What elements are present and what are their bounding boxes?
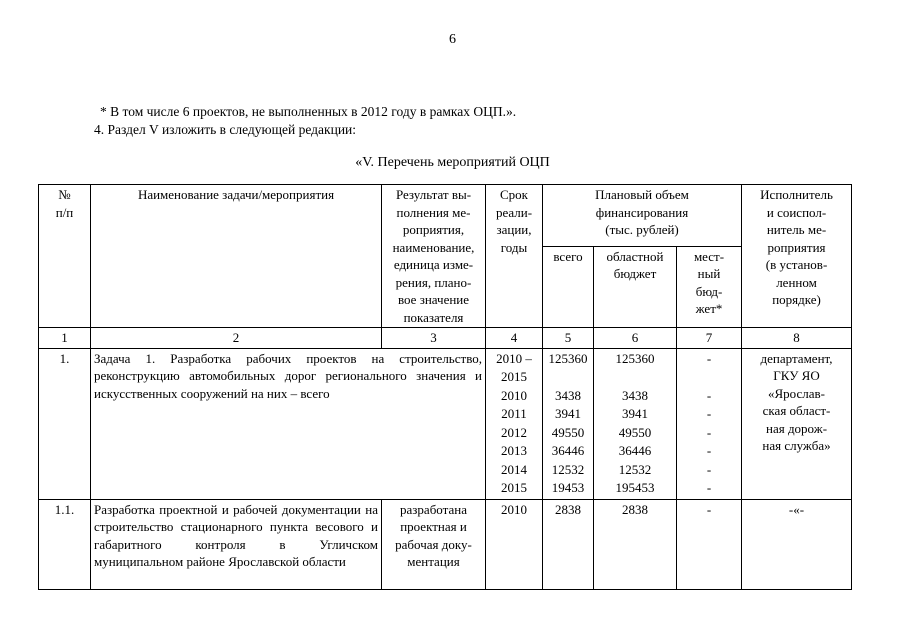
row-number: 1.	[39, 348, 91, 499]
header-term: Срок реали- зации, годы	[486, 185, 543, 328]
header-row	[39, 185, 852, 247]
footnote-text: * В том числе 6 проектов, не выполненных в 2012 году в рамках ОЦП.».	[100, 104, 517, 119]
column-number: 4	[486, 328, 543, 349]
header-funding: Плановый объем финансирования (тыс. рублей)	[543, 185, 742, 247]
year-cell: 2010	[486, 499, 543, 589]
column-number: 7	[677, 328, 742, 349]
header-executor: Исполнитель и соиспол- нитель ме- роприятия (в установ- ленном порядке)	[742, 185, 852, 328]
header-result: Результат вы- полнения ме- роприятия, наименование, единица изме- рения, плано- вое значение показателя	[382, 185, 486, 328]
header-total: всего	[543, 246, 594, 327]
table-row-activity-1-1	[39, 499, 852, 589]
amendment-text: 4. Раздел V изложить в следующей редакции:	[94, 122, 357, 137]
activity-name: Разработка проектной и рабочей документации на строительство стационарного пункта весового и габаритного контроля в Угличском муниципальном районе Ярославской области	[91, 499, 382, 589]
total-cell: 2838	[543, 499, 594, 589]
years-list: 2010 – 2015 2010 2011 2012 2013 2014 2015	[486, 348, 543, 499]
executor-cell: департамент, ГКУ ЯО «Ярослав- ская област- ная дорож- ная служба»	[742, 348, 852, 499]
column-number: 8	[742, 328, 852, 349]
column-number-row	[39, 328, 852, 349]
header-name: Наименование задачи/мероприятия	[91, 185, 382, 328]
row-number: 1.1.	[39, 499, 91, 589]
header-regional: областной бюджет	[594, 246, 677, 327]
total-list: 125360 3438 3941 49550 36446 12532 19453	[543, 348, 594, 499]
column-number: 1	[39, 328, 91, 349]
executor-cell: -«-	[742, 499, 852, 589]
column-number: 5	[543, 328, 594, 349]
activities-table	[38, 184, 852, 590]
column-number: 2	[91, 328, 382, 349]
column-number: 3	[382, 328, 486, 349]
regional-cell: 2838	[594, 499, 677, 589]
table-row-task-1	[39, 348, 852, 499]
regional-list: 125360 3438 3941 49550 36446 12532 195453	[594, 348, 677, 499]
task-name: Задача 1. Разработка рабочих проектов на строительство, реконструкцию автомобильных дорог регионального значения и искусственных сооружений на них – всего	[91, 348, 486, 499]
local-cell: -	[677, 499, 742, 589]
header-num: № п/п	[39, 185, 91, 328]
header-local: мест- ный бюд- жет*	[677, 246, 742, 327]
column-number: 6	[594, 328, 677, 349]
page-number: 6	[449, 32, 456, 47]
local-list: - - - - - - -	[677, 348, 742, 499]
table-title: «V. Перечень мероприятий ОЦП	[355, 155, 550, 170]
result-cell: разработана проектная и рабочая доку- ментация	[382, 499, 486, 589]
